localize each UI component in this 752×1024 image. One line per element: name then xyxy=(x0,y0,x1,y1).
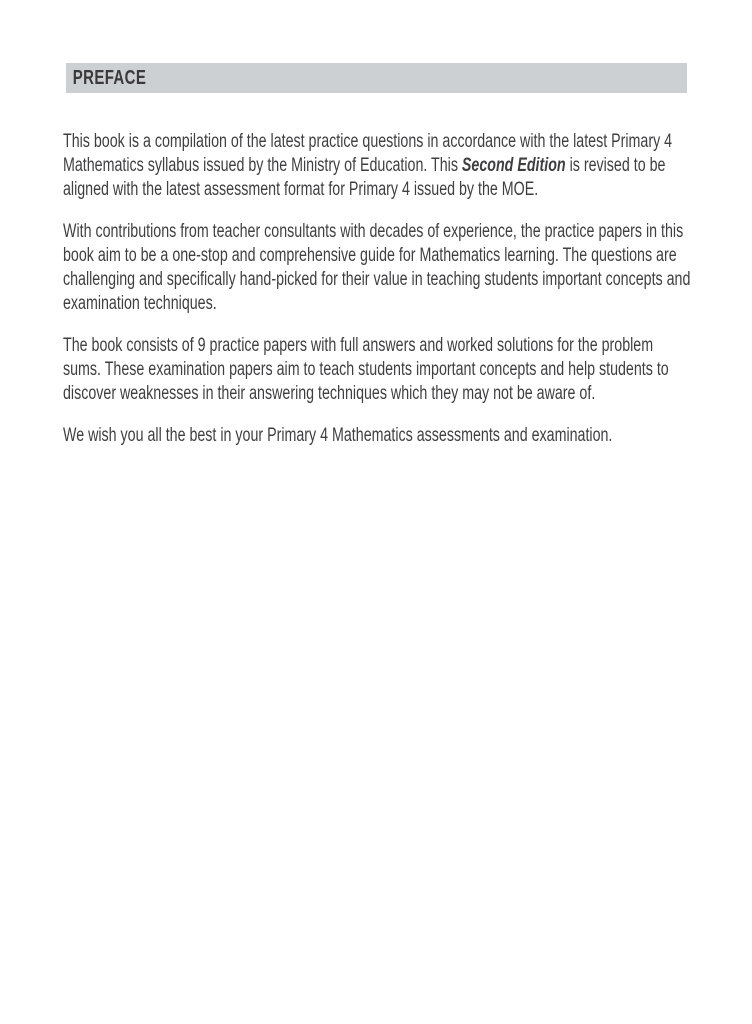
page-title: PREFACE xyxy=(72,67,147,89)
preface-body xyxy=(63,130,692,466)
paragraph-1-text-after: is revised to be aligned with the latest assessment format for Primary 4 issued by the MOE. xyxy=(63,155,666,200)
preface-heading-bar xyxy=(66,63,687,93)
second-edition-emphasis: Second Edition xyxy=(461,155,566,176)
paragraph-1 xyxy=(63,130,692,202)
paragraph-2: With contributions from teacher consultants with decades of experience, the practice papers in this book aim to be a one-stop and comprehensive guide for Mathematics learning. The questions are challenging and specifically hand-picked for their value in teaching students important concepts and examination techniques. xyxy=(63,221,691,314)
paragraph-3: The book consists of 9 practice papers with full answers and worked solutions for the problem sums. These examination papers aim to teach students important concepts and help students to discover weaknesses in their answering techniques which they may not be aware of. xyxy=(63,335,669,404)
paragraph-1-text-before: This book is a compilation of the latest practice questions in accordance with the latest Primary 4 Mathematics syllabus issued by the Ministry of Education. This xyxy=(63,131,673,176)
paragraph-4: We wish you all the best in your Primary 4 Mathematics assessments and examination. xyxy=(63,425,613,446)
